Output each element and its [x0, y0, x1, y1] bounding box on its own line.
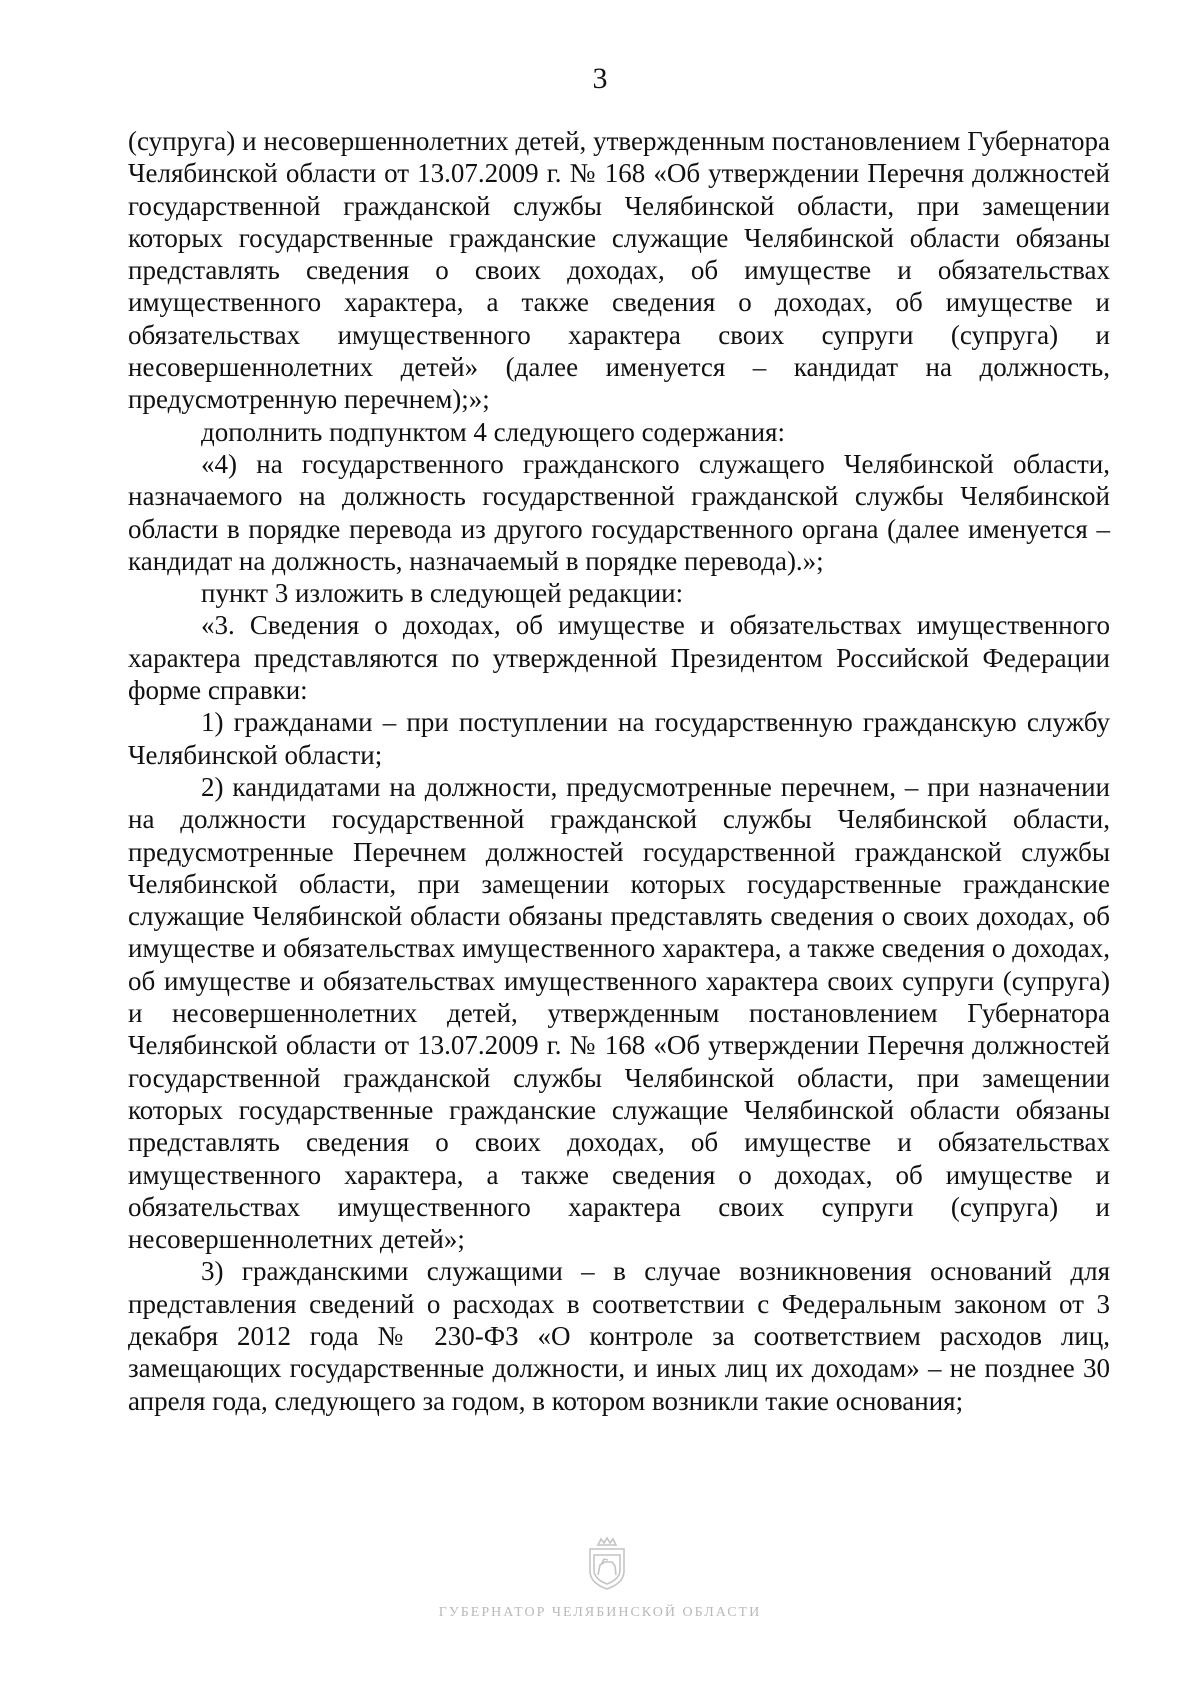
paragraph: 2) кандидатами на должности, предусмотренные перечнем, – при назначении на должности государственной гражданской службы Челябинской области, предусмотренные Перечнем должностей государственной гражданской службы Челябинской области, при замещении которых государственные гражданские служащие Челябинской области обязаны представлять сведения о своих доходах, об имуществе и обязательствах имущественного характера, а также сведения о доходах, об имуществе и обязательствах имущественного характера своих супруги (супруга) и несовершеннолетних детей, утвержденным постановлением Губернатора Челябинской области от 13.07.2009 г. № 168 «Об утверждении Перечня должностей государственной гражданской службы Челябинской области, при замещении которых государственные гражданские служащие Челябинской области обязаны представлять сведения о своих доходах, об имуществе и обязательствах имущественного характера, а также сведения о доходах, об имуществе и обязательствах имущественного характера своих супруги (супруга) и несовершеннолетних детей»; [128, 771, 1110, 1255]
paragraph: «3. Сведения о доходах, об имуществе и обязательствах имущественного характера представляются по утвержденной Президентом Российской Федерации форме справки: [128, 610, 1110, 706]
paragraph: (супруга) и несовершеннолетних детей, утвержденным постановлением Губернатора Челябинской области от 13.07.2009 г. № 168 «Об утверждении Перечня должностей государственной гражданской службы Челябинской области, при замещении которых государственные гражданские служащие Челябинской области обязаны представлять сведения о своих доходах, об имуществе и обязательствах имущественного характера, а также сведения о доходах, об имуществе и обязательствах имущественного характера своих супруги (супруга) и несовершеннолетних детей» (далее именуется – кандидат на должность, предусмотренную перечнем);»; [128, 126, 1110, 415]
coat-of-arms-icon [584, 1535, 630, 1591]
footer-caption: ГУБЕРНАТОР ЧЕЛЯБИНСКОЙ ОБЛАСТИ [438, 1605, 762, 1620]
paragraph: пункт 3 изложить в следующей редакции: [201, 578, 684, 609]
paragraph: дополнить подпунктом 4 следующего содержания: [201, 416, 785, 447]
paragraph: «4) на государственного гражданского служащего Челябинской области, назначаемого на должность государственной гражданской службы Челябинской области в порядке перевода из другого государственного органа (далее именуется – кандидат на должность, назначаемый в порядке перевода).»; [128, 448, 1110, 576]
paragraph: 3) гражданскими служащими – в случае возникновения оснований для представления сведений о расходах в соответствии с Федеральным законом от 3 декабря 2012 года № 230-ФЗ «О контроле за соответствием расходов лиц, замещающих государственные должности, и иных лиц их доходам» – не позднее 30 апреля года, следующего за годом, в котором возникли такие основания; [128, 1256, 1110, 1416]
page-number: 3 [592, 62, 608, 95]
document-body [128, 125, 1110, 1417]
paragraph: 1) гражданами – при поступлении на государственную гражданскую службу Челябинской области; [128, 707, 1110, 770]
